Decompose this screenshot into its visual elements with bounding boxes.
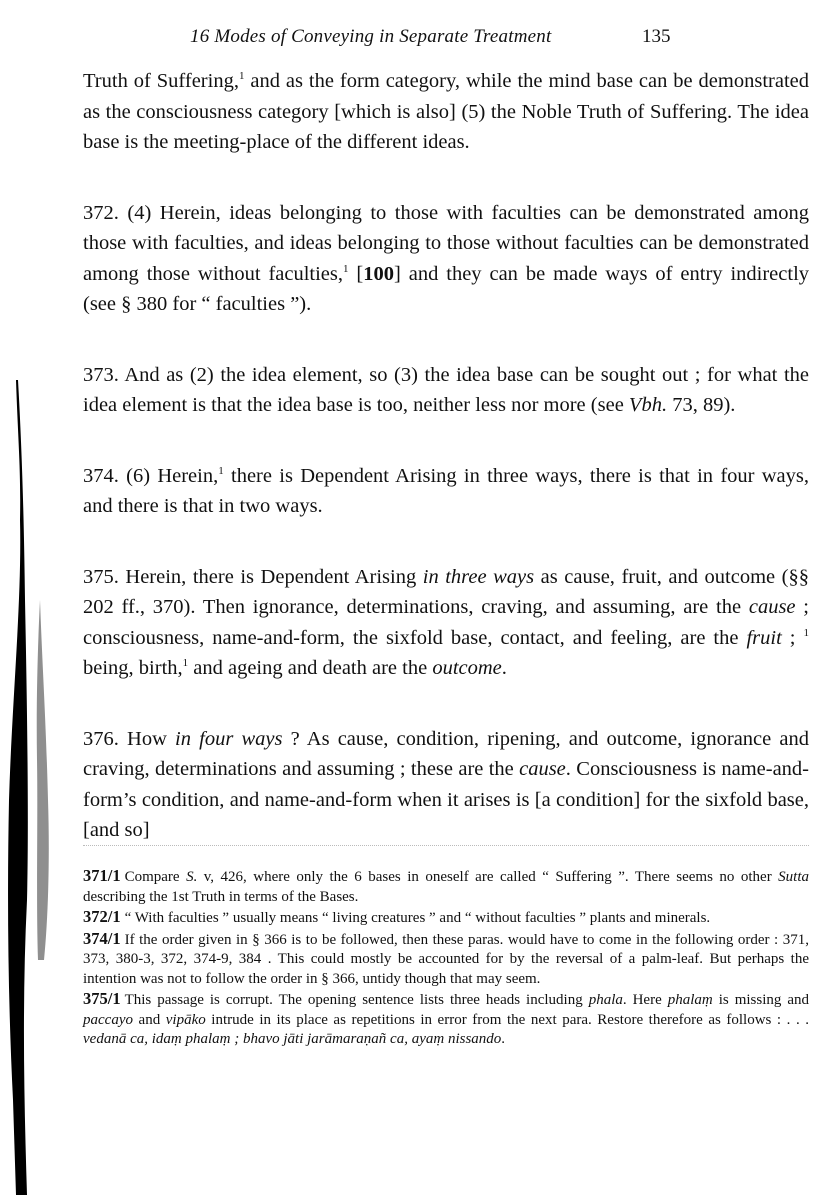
paragraph [83, 360, 809, 421]
footnote [83, 989, 809, 1050]
text-run: describing the 1st Truth in terms of the Bases. [83, 888, 359, 905]
paragraph [83, 562, 809, 684]
italic-text: fruit [746, 626, 782, 649]
text-run: ? As cause, condition, ripening, and outcome, ignorance and craving, determinations and assuming ; these are the [83, 727, 810, 780]
text-run: This passage is corrupt. The opening sentence lists three heads including [124, 992, 589, 1008]
page-header [190, 26, 810, 50]
binding-shadow-speckle [37, 600, 49, 960]
text-run: and [132, 1011, 166, 1028]
footnote-marker: 1 [238, 70, 245, 83]
footnote [83, 929, 809, 990]
italic-text: cause [519, 758, 566, 780]
italic-text: Vbh. [628, 394, 668, 416]
binding-shadow-dark [8, 380, 28, 1195]
text-run: ; consciousness, name-and-form, the sixfold base, contact, and feeling, are the [83, 596, 810, 649]
text-run: If the order given in § 366 is to be followed, then these paras. would have to come in the following order : 371, 373, 380-3, 372, 374-9, 384 . This could mostly be accounted for by the reversal of a palm-leaf. But perhaps the intention was not to follow the order in § 366, untidy though that may seem. [83, 931, 809, 987]
text-run: v, 426, where only the 6 bases in oneself are called “ Suffering ”. There seems no other [197, 869, 779, 885]
text-run: is missing and [712, 992, 810, 1008]
footnote-ref: 374/1 [83, 928, 121, 948]
main-text [83, 66, 809, 886]
text-run: . [501, 1031, 506, 1047]
text-run: . Here [622, 992, 668, 1008]
text-run: “ With faculties ” usually means “ living creatures ” and “ without faculties ” plants and minerals. [124, 910, 711, 926]
footnote-marker: 1 [803, 626, 809, 639]
text-run: [ [348, 262, 364, 285]
italic-text: in three ways [422, 565, 535, 588]
paragraph [83, 724, 809, 846]
text-run: 373. And as (2) the idea element, so (3) the idea base can be sought out ; for what the idea element is that the idea base is too, neither less nor more (see [83, 363, 809, 416]
footnote-separator [83, 845, 809, 847]
bold-page-ref: 100 [363, 262, 395, 285]
text-run: intrude in its place as repetitions in error from the next para. Restore therefore as follows : . . . [205, 1011, 809, 1028]
text-run: as cause, fruit, and outcome (§§ 202 ff., 370). Then ignorance, determinations, craving, and assuming, are the [83, 565, 809, 618]
italic-text: phala [588, 992, 623, 1008]
text-run: and as the form category, while the mind base can be demonstrated as the consciousness category [which is also] (5) the Noble Truth of Suffering. The idea base is the meeting-place of the different ideas. [83, 70, 809, 153]
footnote [83, 866, 809, 907]
italic-text: outcome [432, 657, 502, 679]
scan-binding-shadow [0, 0, 60, 1195]
italic-text: paccayo [83, 1011, 133, 1028]
text-run: 374. (6) Herein, [83, 464, 219, 487]
text-run: and ageing and death are the [188, 657, 433, 679]
text-run: 375. Herein, there is Dependent Arising [83, 565, 423, 588]
paragraph [83, 198, 809, 320]
text-run: Compare [124, 869, 187, 885]
italic-text: Sutta [778, 869, 810, 885]
italic-text: phalaṃ [667, 992, 713, 1008]
footnote-ref: 371/1 [83, 866, 121, 885]
footnote-marker: 1 [182, 657, 189, 670]
italic-text: cause [748, 596, 796, 618]
text-run: ] and they can be made ways of entry indirectly (see § 380 for “ faculties ”). [83, 262, 810, 315]
italic-text: vedanā ca, idaṃ phalaṃ ; bhavo jāti jarāmaraṇañ ca, ayaṃ nissando [83, 1031, 502, 1047]
paragraph [83, 66, 809, 158]
running-title: 16 Modes of Conveying in Separate Treatment [190, 26, 552, 47]
text-run: ; [781, 626, 804, 649]
footnotes [83, 866, 809, 1050]
text-run: Truth of Suffering, [83, 70, 239, 92]
italic-text: S. [186, 869, 198, 885]
italic-text: in four ways [175, 727, 283, 750]
text-run: being, birth, [83, 657, 183, 679]
footnote-ref: 375/1 [83, 989, 121, 1008]
italic-text: vipāko [165, 1011, 206, 1028]
text-run: . [501, 657, 507, 679]
text-run: 376. How [83, 727, 176, 750]
footnote-marker: 1 [218, 464, 224, 477]
paragraph [83, 461, 809, 522]
text-run: there is Dependent Arising in three ways, there is that in four ways, and there is that in two ways. [83, 464, 810, 517]
footnote [83, 907, 809, 929]
page-number: 135 [642, 26, 671, 47]
text-run: 372. (4) Herein, ideas belonging to those with faculties can be demonstrated among those with faculties, and ideas belonging to those without faculties can be demonstrated among those without faculties, [83, 201, 809, 285]
footnote-marker: 1 [343, 262, 349, 275]
text-run: 73, 89). [667, 394, 736, 416]
footnote-ref: 372/1 [83, 907, 121, 926]
text-run: . Consciousness is name-and-form’s condition, and name-and-form when it arises is [a condition] for the sixfold base, [and so] [83, 758, 809, 841]
